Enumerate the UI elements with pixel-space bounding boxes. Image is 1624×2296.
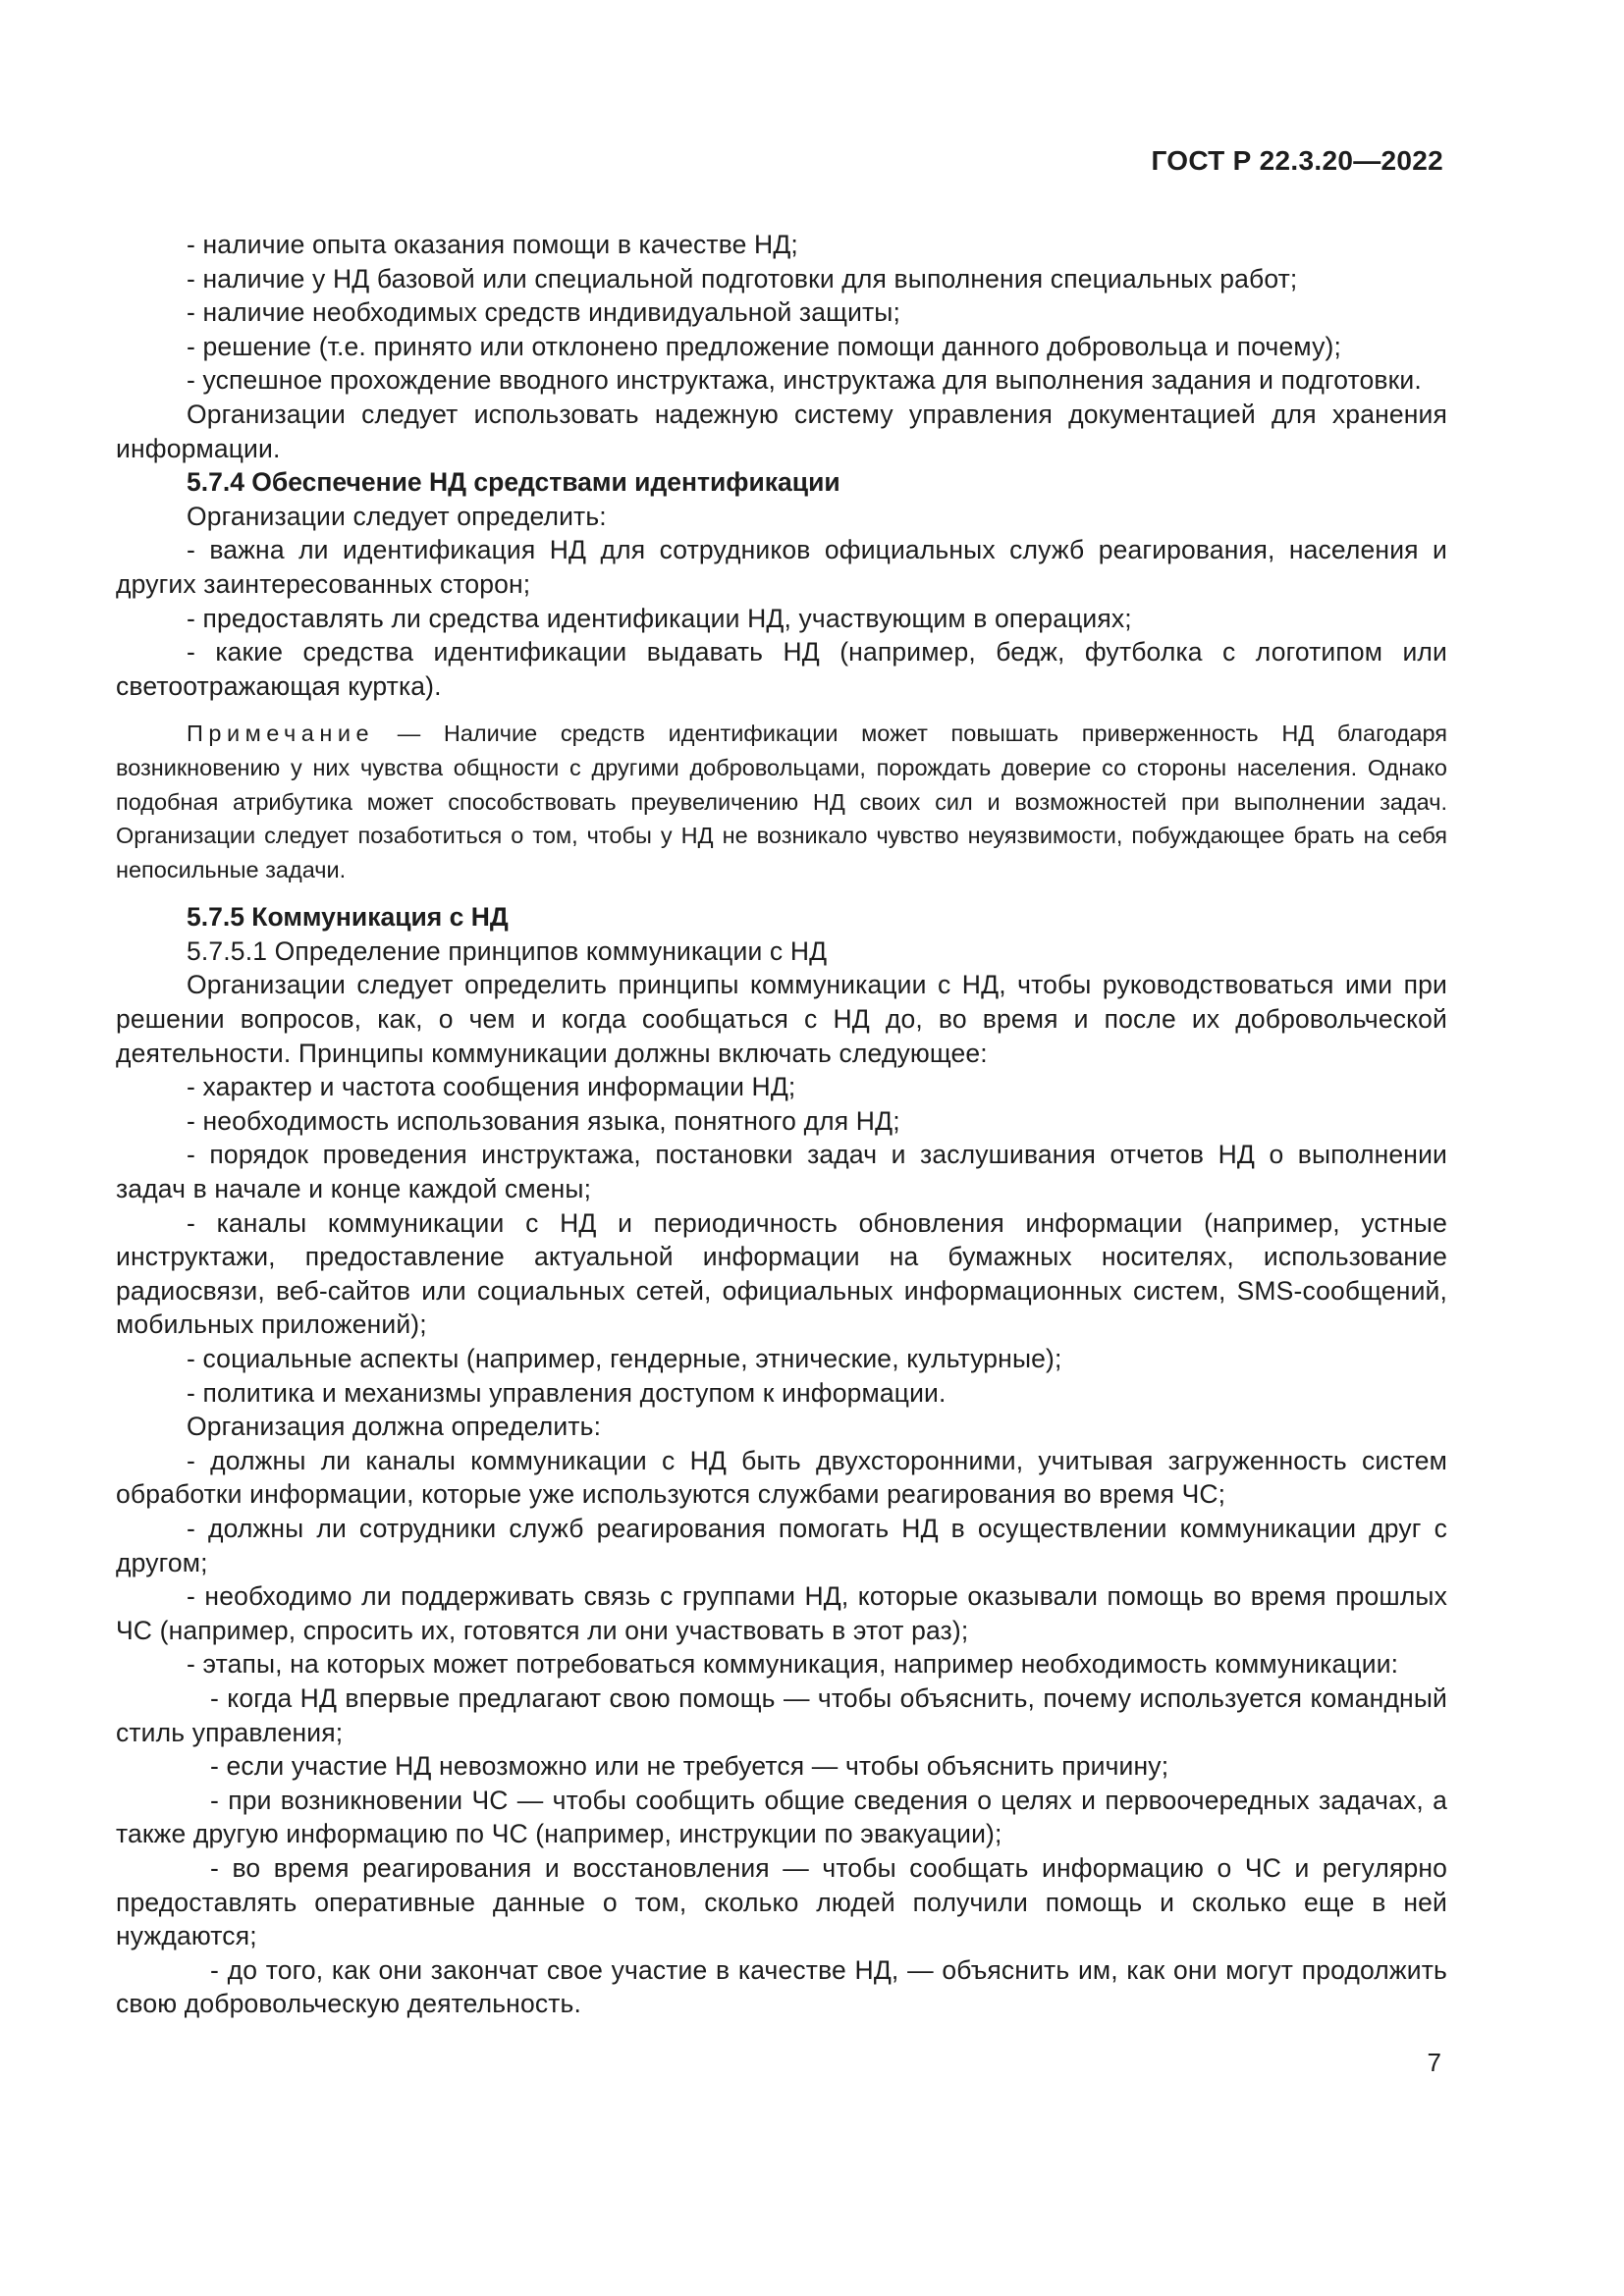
- list-item: - должны ли сотрудники служб реагирования помогать НД в осуществлении коммуникации друг с другом;: [116, 1513, 1447, 1577]
- list-item: - во время реагирования и восстановления — чтобы сообщать информацию о ЧС и регулярно предоставлять оперативные данные о том, сколько людей получили помощь и сколько еще в ней нуждаются;: [116, 1852, 1447, 1951]
- page-number: 7: [1427, 2048, 1441, 2077]
- list-item: - при возникновении ЧС — чтобы сообщить общие сведения о целях и первоочередных задачах, а также другую информацию по ЧС (например, инструкции по эвакуации);: [116, 1785, 1447, 1849]
- list-item: - наличие необходимых средств индивидуальной защиты;: [187, 297, 901, 328]
- list-item: - характер и частота сообщения информации НД;: [187, 1072, 796, 1102]
- paragraph: Организации следует определить принципы коммуникации с НД, чтобы руководствоваться ими при решении вопросов, как, о чем и когда сообщаться с НД до, во время и после их добровольческой деятельности. Принципы коммуникации должны включать следующее:: [116, 970, 1447, 1068]
- list-item: - каналы коммуникации с НД и периодичность обновления информации (например, устные инструктажи, предоставление актуальной информации на бумажных носителях, использование радиосвязи, веб-сайтов или социальных сетей, официальных информационных систем, SMS-сообщений, мобильных приложений);: [116, 1207, 1447, 1340]
- list-item: - необходимо ли поддерживать связь с группами НД, которые оказывали помощь во время прошлых ЧС (например, спросить их, готовятся ли они участвовать в этот раз);: [116, 1581, 1447, 1645]
- list-item: - решение (т.е. принято или отклонено предложение помощи данного добровольца и почему);: [187, 331, 1341, 361]
- list-item: - важна ли идентификация НД для сотрудников официальных служб реагирования, населения и других заинтересованных сторон;: [116, 535, 1447, 599]
- paragraph: Организации следует определить:: [187, 501, 607, 531]
- paragraph: Организации следует использовать надежную систему управления документацией для хранения информации.: [116, 399, 1447, 463]
- paragraph: Организация должна определить:: [187, 1412, 602, 1442]
- list-item: - необходимость использования языка, понятного для НД;: [187, 1105, 900, 1136]
- list-item: - до того, как они закончат свое участие в качестве НД, — объяснить им, как они могут продолжить свою добровольческую деятельность.: [116, 1954, 1447, 2019]
- list-item: - социальные аспекты (например, гендерные, этнические, культурные);: [187, 1344, 1062, 1373]
- section-heading: 5.7.4 Обеспечение НД средствами идентификации: [187, 467, 840, 498]
- list-item: - наличие опыта оказания помощи в качестве НД;: [187, 230, 798, 259]
- document-body: [116, 228, 1447, 2021]
- list-item: - если участие НД невозможно или не требуется — чтобы объяснить причину;: [210, 1751, 1169, 1782]
- document-header: ГОСТ Р 22.3.20—2022: [1151, 145, 1443, 176]
- list-item: - должны ли каналы коммуникации с НД быть двухсторонними, учитывая загруженность систем обработки информации, которые уже используются службами реагирования во время ЧС;: [116, 1445, 1447, 1510]
- list-item: - когда НД впервые предлагают свою помощь — чтобы объяснить, почему используется командный стиль управления;: [116, 1682, 1447, 1747]
- note-label: Примечание: [187, 721, 375, 747]
- list-item: - наличие у НД базовой или специальной подготовки для выполнения специальных работ;: [187, 263, 1298, 294]
- paragraph: 5.7.5.1 Определение принципов коммуникации с НД: [187, 935, 828, 966]
- list-item: - политика и механизмы управления доступом к информации.: [187, 1377, 947, 1408]
- note-paragraph: [116, 717, 1447, 886]
- section-heading: 5.7.5 Коммуникация с НД: [187, 902, 509, 933]
- list-item: - предоставлять ли средства идентификации НД, участвующим в операциях;: [187, 603, 1132, 633]
- list-item: - успешное прохождение вводного инструктажа, инструктажа для выполнения задания и подготовки.: [187, 365, 1422, 396]
- list-item: - порядок проведения инструктажа, постановки задач и заслушивания отчетов НД о выполнении задач в начале и конце каждой смены;: [116, 1140, 1447, 1204]
- list-item: - этапы, на которых может потребоваться коммуникация, например необходимость коммуникации:: [187, 1649, 1399, 1680]
- note-text: — Наличие средств идентификации может повышать приверженность НД благодаря возникновению у них чувства общности с другими добровольцами, порождать доверие со стороны населения. Однако подобная атрибутика может способствовать преувеличению НД своих сил и возможностей при выполнении задач. Организации следует позаботиться о том, чтобы у НД не возникало чувство неуязвимости, побуждающее брать на себя непосильные задачи.: [116, 721, 1447, 882]
- list-item: - какие средства идентификации выдавать НД (например, бедж, футболка с логотипом или светоотражающая куртка).: [116, 637, 1447, 701]
